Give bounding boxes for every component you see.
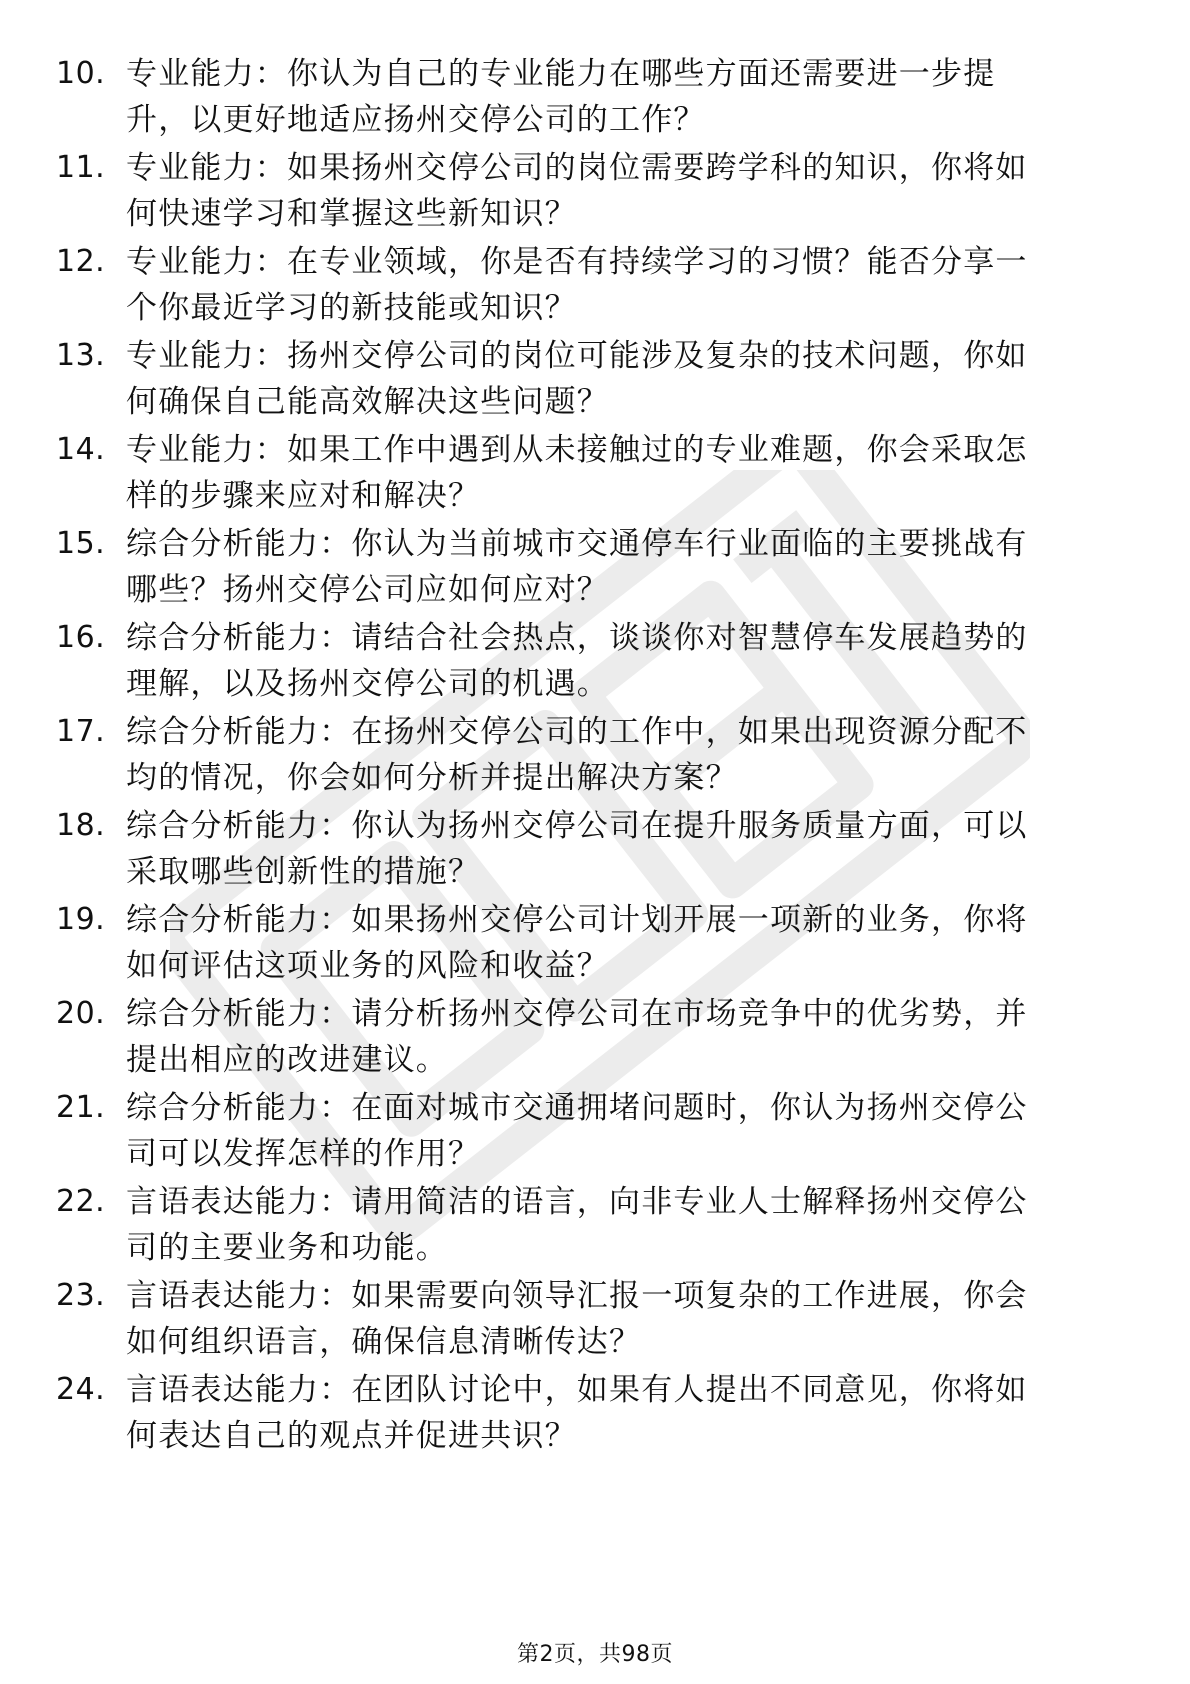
question-text: 综合分析能力：你认为扬州交停公司在提升服务质量方面，可以 采取哪些创新性的措施？ (126, 808, 1028, 890)
question-number: 12. (56, 244, 106, 279)
question-number: 22. (56, 1184, 106, 1219)
question-number: 15. (56, 526, 106, 561)
page-number-label: 第2页，共98页 (517, 1642, 673, 1667)
question-text: 综合分析能力：在扬州交停公司的工作中，如果出现资源分配不 均的情况，你会如何分析并提出解决方案？ (126, 714, 1028, 796)
question-text: 综合分析能力：请结合社会热点，谈谈你对智慧停车发展趋势的 理解，以及扬州交停公司的机遇。 (126, 620, 1028, 702)
question-number: 10. (56, 56, 106, 91)
question-text: 综合分析能力：你认为当前城市交通停车行业面临的主要挑战有 哪些？扬州交停公司应如何应对？ (126, 526, 1028, 608)
question-text: 综合分析能力：在面对城市交通拥堵问题时，你认为扬州交停公 司可以发挥怎样的作用？ (126, 1090, 1028, 1172)
question-text: 言语表达能力：如果需要向领导汇报一项复杂的工作进展，你会 如何组织语言，确保信息清晰传达？ (126, 1278, 1028, 1360)
question-number: 11. (56, 150, 106, 185)
question-text: 言语表达能力：请用简洁的语言，向非专业人士解释扬州交停公 司的主要业务和功能。 (126, 1184, 1028, 1266)
question-number: 20. (56, 996, 106, 1031)
question-text: 综合分析能力：如果扬州交停公司计划开展一项新的业务，你将 如何评估这项业务的风险和收益？ (126, 902, 1028, 984)
question-number: 21. (56, 1090, 106, 1125)
question-text: 专业能力：如果工作中遇到从未接触过的专业难题，你会采取怎 样的步骤来应对和解决？ (126, 432, 1028, 514)
question-text: 专业能力：如果扬州交停公司的岗位需要跨学科的知识，你将如 何快速学习和掌握这些新知识？ (126, 150, 1028, 232)
question-text: 综合分析能力：请分析扬州交停公司在市场竞争中的优劣势，并 提出相应的改进建议。 (126, 996, 1028, 1078)
question-text: 专业能力：在专业领域，你是否有持续学习的习惯？能否分享一 个你最近学习的新技能或知识？ (126, 244, 1028, 326)
question-number: 13. (56, 338, 106, 373)
question-number: 19. (56, 902, 106, 937)
page-footer (0, 1640, 1190, 1670)
question-number: 16. (56, 620, 106, 655)
question-number: 17. (56, 714, 106, 749)
question-number: 24. (56, 1372, 106, 1407)
question-number: 23. (56, 1278, 106, 1313)
question-number: 18. (56, 808, 106, 843)
question-number: 14. (56, 432, 106, 467)
question-text: 言语表达能力：在团队讨论中，如果有人提出不同意见，你将如 何表达自己的观点并促进共识？ (126, 1372, 1028, 1454)
question-text: 专业能力：扬州交停公司的岗位可能涉及复杂的技术问题，你如 何确保自己能高效解决这些问题？ (126, 338, 1028, 420)
question-text: 专业能力：你认为自己的专业能力在哪些方面还需要进一步提 升，以更好地适应扬州交停公司的工作？ (126, 56, 996, 138)
